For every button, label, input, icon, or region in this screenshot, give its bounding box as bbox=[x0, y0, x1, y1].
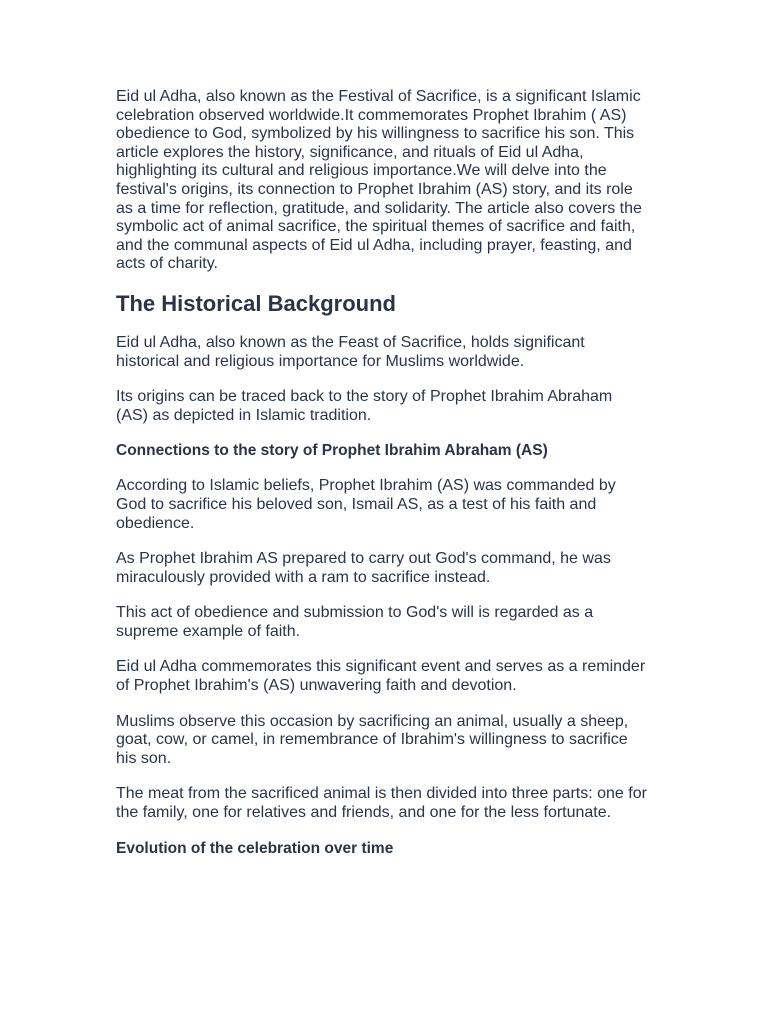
story-paragraph-2: As Prophet Ibrahim AS prepared to carry out God's command, he was miraculously provided with a ram to sacrifice instead. bbox=[116, 550, 616, 586]
story-paragraph-5: Muslims observe this occasion by sacrificing an animal, usually a sheep, goat, cow, or camel, in remembrance of Ibrahim's willingness to sacrifice his son. bbox=[116, 712, 633, 767]
history-paragraph-1: Eid ul Adha, also known as the Feast of Sacrifice, holds significant historical and religious importance for Muslims worldwide. bbox=[116, 333, 590, 370]
history-paragraph-2: Its origins can be traced back to the story of Prophet Ibrahim Abraham (AS) as depicted in Islamic tradition. bbox=[116, 388, 617, 424]
section-heading: The Historical Background bbox=[116, 290, 396, 316]
intro-paragraph: Eid ul Adha, also known as the Festival of Sacrifice, is a significant Islamic celebration observed worldwide.It commemorates Prophet Ibrahim ( AS) obedience to God, symbolized by his willingness to sacrifice his son. This article explores the history, significance, and rituals of Eid ul Adha, highlighting its cultural and religious importance.We will delve into the festival's origins, its connection to Prophet Ibrahim (AS) story, and its role as a time for reflection, gratitude, and solidarity. The article also covers the symbolic act of animal sacrifice, the spiritual themes of sacrifice and faith, and the communal aspects of Eid ul Adha, including prayer, feasting, and acts of charity. bbox=[116, 88, 647, 273]
story-paragraph-4: Eid ul Adha commemorates this significant event and serves as a reminder of Prophet Ibrahim's (AS) unwavering faith and devotion. bbox=[116, 658, 650, 695]
story-paragraph-3: This act of obedience and submission to God's will is regarded as a supreme example of faith. bbox=[116, 604, 598, 640]
story-paragraph-1: According to Islamic beliefs, Prophet Ibrahim (AS) was commanded by God to sacrifice his beloved son, Ismail AS, as a test of his faith and obedience. bbox=[116, 477, 621, 532]
story-paragraph-6: The meat from the sacrificed animal is then divided into three parts: one for the family, one for relatives and friends, and one for the less fortunate. bbox=[116, 785, 652, 822]
document-page bbox=[116, 88, 652, 875]
subheading-connections: Connections to the story of Prophet Ibrahim Abraham (AS) bbox=[116, 442, 548, 460]
subheading-evolution: Evolution of the celebration over time bbox=[116, 839, 394, 857]
